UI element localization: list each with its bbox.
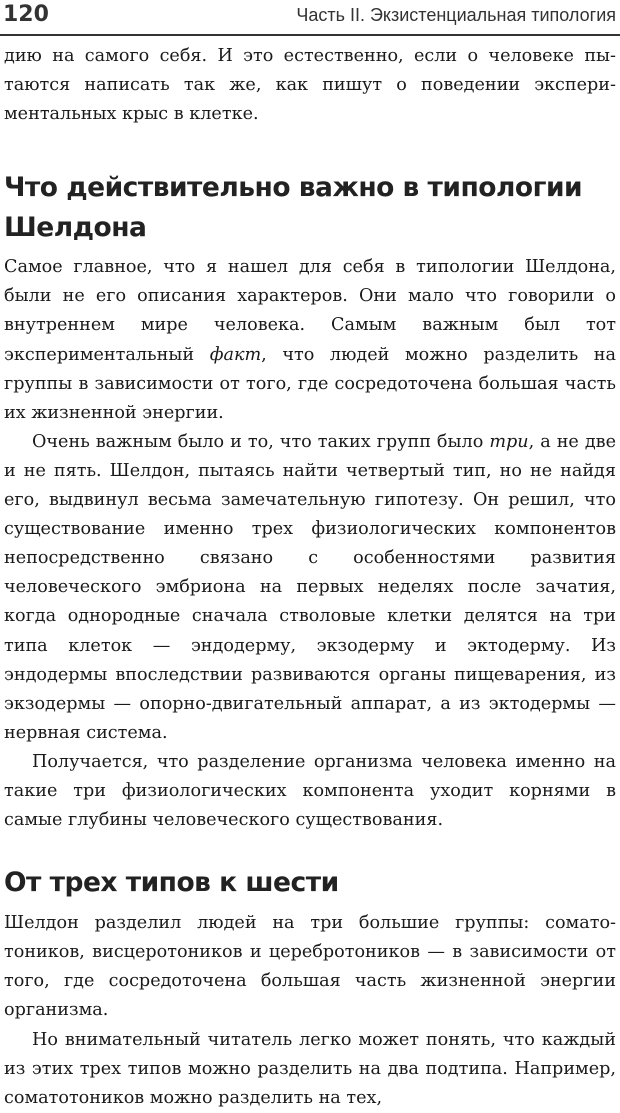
paragraph-main-finding [4,253,616,428]
paragraph-text: Самое главное, что я нашел для себя в типологии Шелдона, были не его описания характеров. Они мало что говорили о внутреннем мире человека. Самым важным был тот экспериментальный [4,257,616,365]
emphasis-fact: факт [209,344,262,365]
paragraph-text: , что людей можно разделить на группы в зависимости от того, где сосредоточена большая часть их жизненной энергии. [4,344,617,423]
page-header [0,0,620,34]
paragraph-text: , а не две и не пять. Шелдон, пытаясь найти четвертый тип, но не найдя его, выдвинул весьма замечательную гипотезу. Он решил, что существование именно трех физиологических компонентов непосредственно связано с особенностями развития человеческого эмбриона на первых неделях после зачатия, когда однородные сначала стволовые клетки делятся на три типа клеток — эндодерму, экзодерму и эктодерму. Из эндодермы впоследствии развиваются органы пищеварения, из экзодермы — опорно-двигательный аппарат, а из эктодермы — нервная система. [4,431,616,743]
running-head: Часть II. Экзистенциальная типология [296,5,616,25]
section-heading-sheldon: Что действительно важно в типологии Шелдона [4,172,583,244]
intro-paragraph: дию на самого себя. И это естественно, если о человеке пытаются написать так же, как пишут о поведении экспериментальных крыс в клетке. [4,46,616,125]
paragraph-conclusion: Получается, что разделение организма человека именно на такие три физиологических компонента уходит корнями в самые глубины человеческого существования. [4,751,616,831]
paragraph-three-groups [4,428,616,748]
paragraph-subtypes: Но внимательный читатель легко может понять, что каждый из этих трех типов можно разделить на два подтипа. Например, соматотоников можно разделить на тех, [4,1029,616,1108]
page-number: 120 [3,2,49,27]
header-rule [0,34,620,36]
emphasis-three: три [489,431,529,452]
section-heading-six-types: От трех типов к шести [4,867,339,899]
paragraph-three-groups-division: Шелдон разделил людей на три большие группы: соматотоников, висцеротоников и церебротоников — в зависимости от того, где сосредоточена большая часть жизненной энергии организма. [4,913,616,1021]
paragraph-text: Очень важным было и то, что таких групп было [32,431,490,452]
page-body [4,42,616,1113]
